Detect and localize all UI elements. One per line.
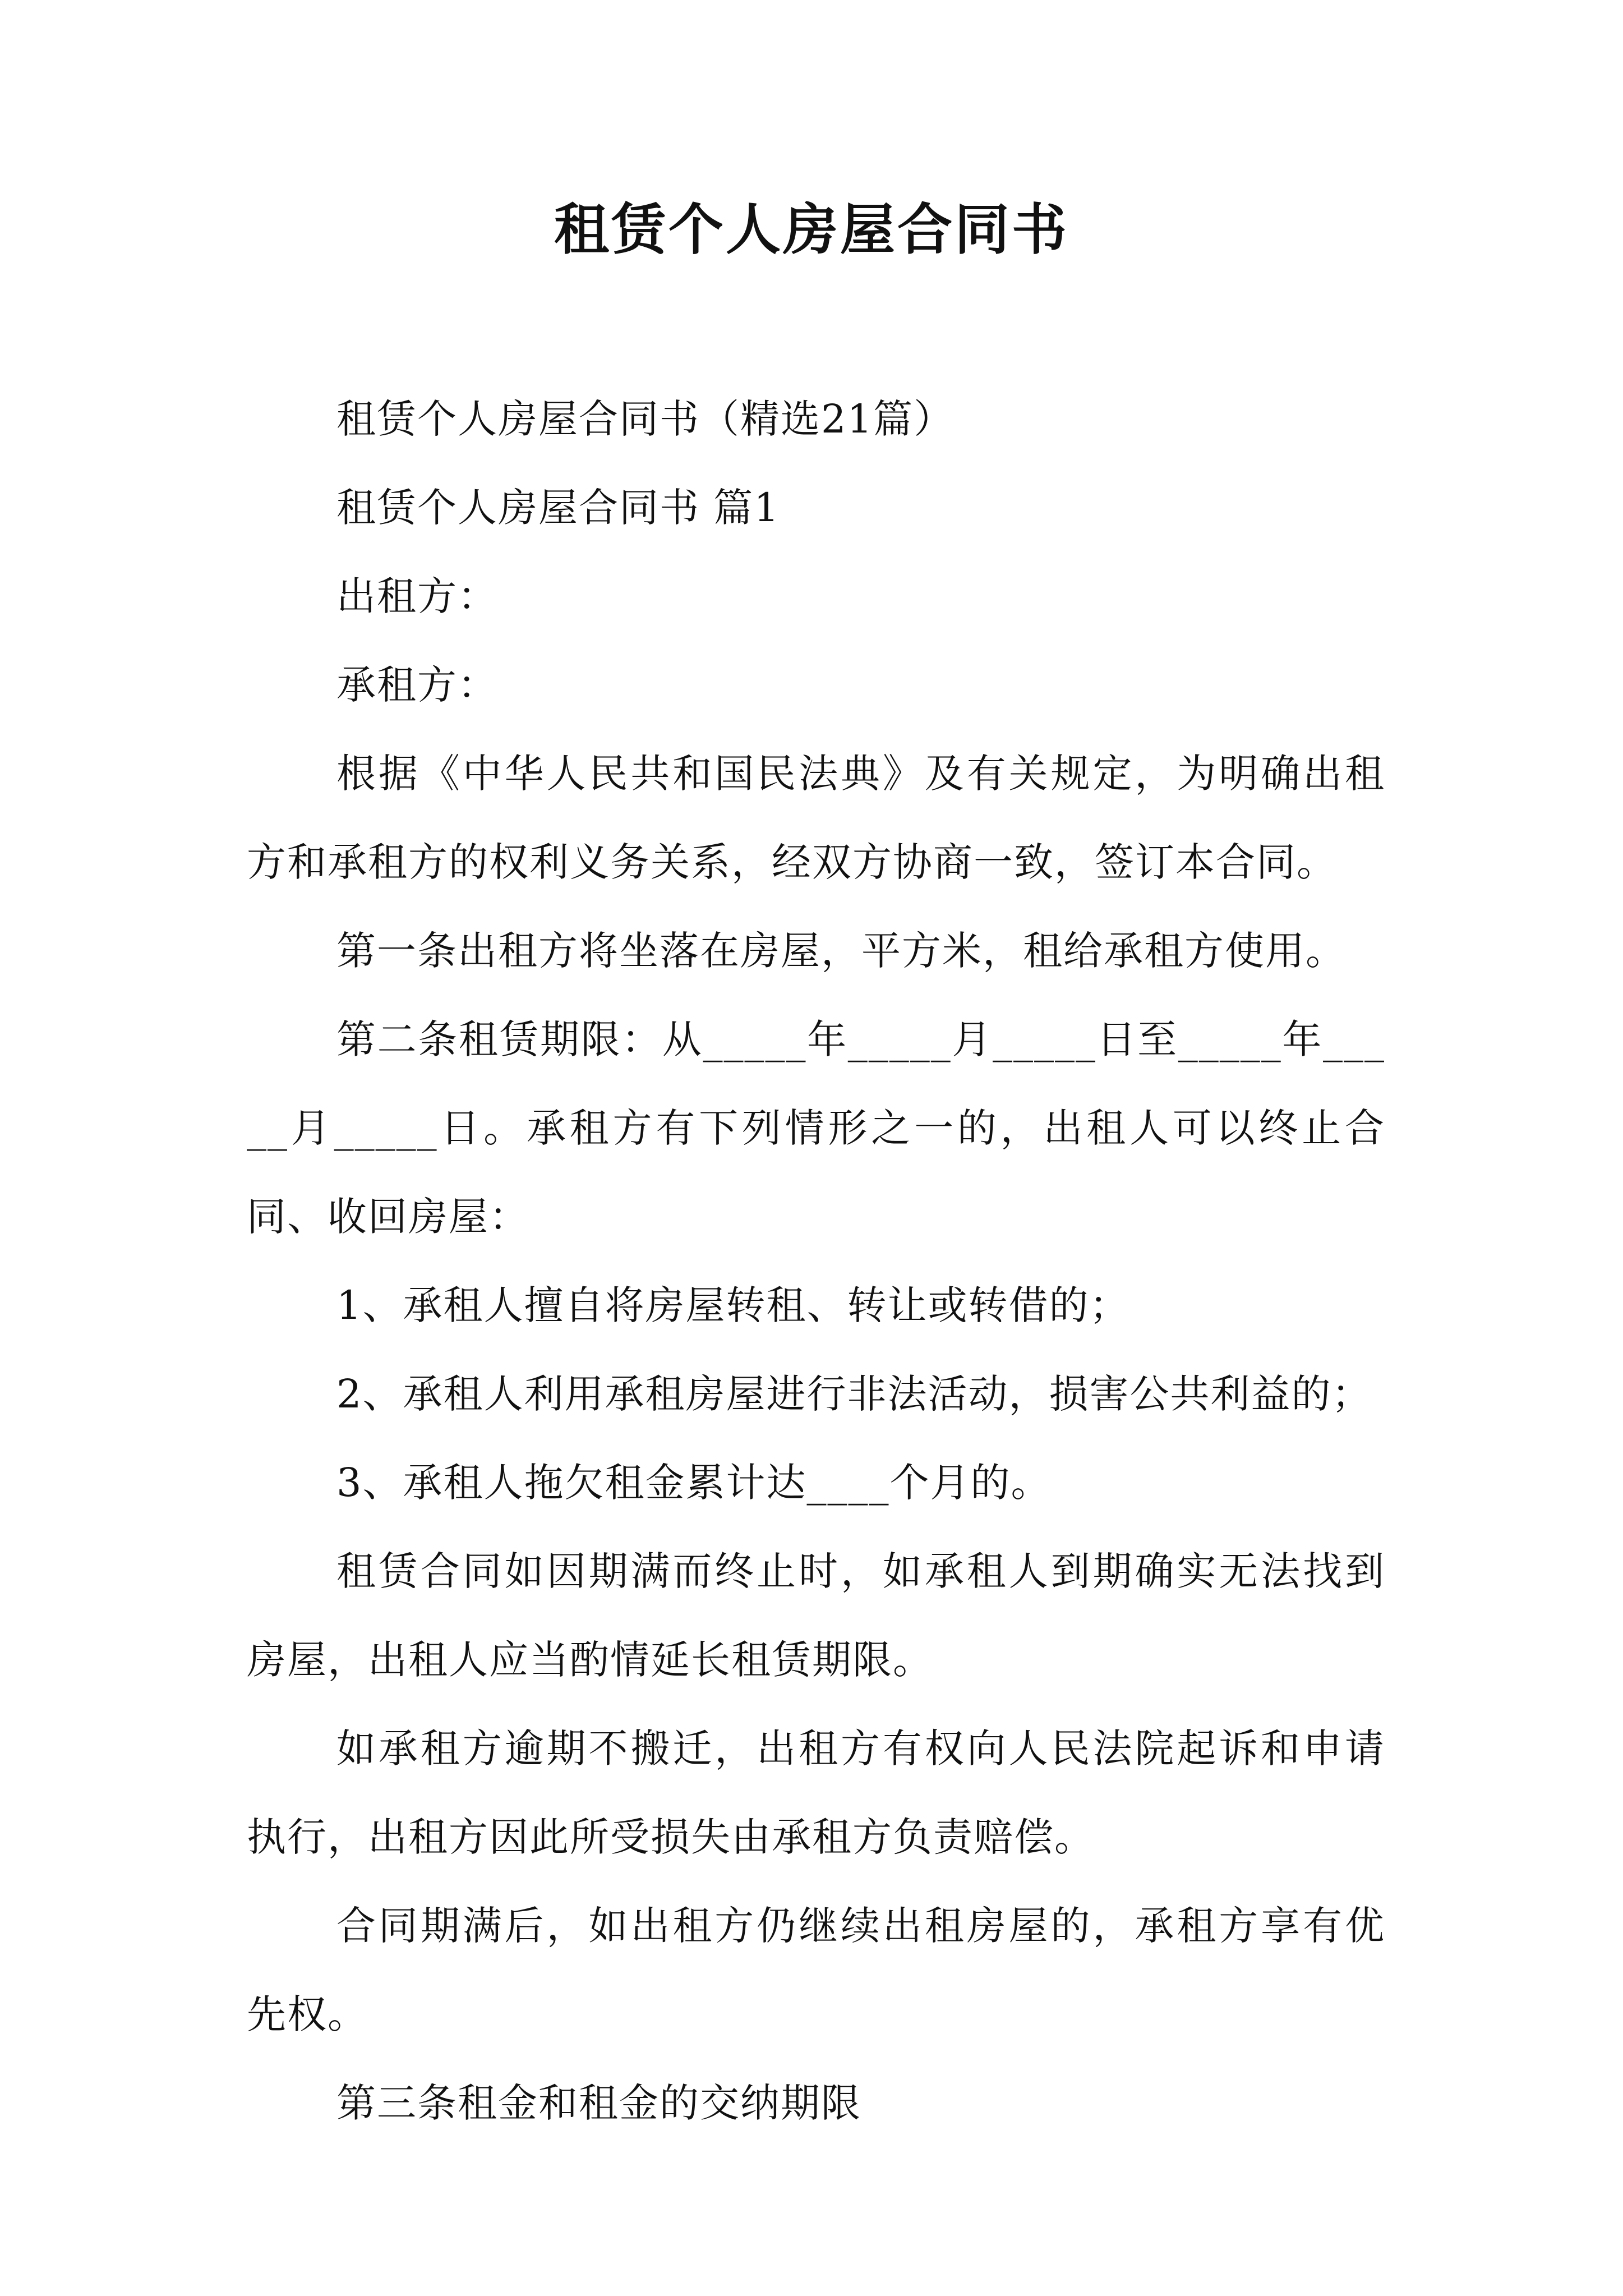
document-body [247, 375, 1385, 2147]
paragraph-subtitle: 租赁个人房屋合同书（精选21篇） [336, 396, 955, 442]
paragraph-lessee: 承租方： [336, 662, 498, 708]
paragraph-preamble: 根据《中华人民共和国民法典》及有关规定，为明确出租方和承租方的权利义务关系，经双方协商一致，签订本合同。 [247, 751, 1385, 885]
paragraph-expiry: 租赁合同如因期满而终止时，如承租人到期确实无法找到房屋，出租人应当酌情延长租赁期限。 [247, 1548, 1385, 1683]
paragraph-article-2: 第二条租赁期限：从_____年_____月_____日至_____年_____月_____日。承租方有下列情形之一的，出租人可以终止合同、收回房屋： [247, 1016, 1385, 1240]
paragraph-overdue: 如承租方逾期不搬迁，出租方有权向人民法院起诉和申请执行，出租方因此所受损失由承租方负责赔偿。 [247, 1726, 1385, 1860]
paragraph-lessor: 出租方： [336, 573, 498, 619]
paragraph-item-3: 3、承租人拖欠租金累计达____个月的。 [336, 1460, 1052, 1506]
paragraph-section-heading: 租赁个人房屋合同书 篇1 [336, 485, 780, 531]
paragraph-item-2: 2、承租人利用承租房屋进行非法活动，损害公共利益的； [336, 1371, 1372, 1417]
paragraph-article-3: 第三条租金和租金的交纳期限 [336, 2080, 861, 2126]
paragraph-item-1: 1、承租人擅自将房屋转租、转让或转借的； [336, 1282, 1130, 1328]
paragraph-priority: 合同期满后，如出租方仍继续出租房屋的，承租方享有优先权。 [247, 1903, 1385, 2037]
document-title: 租赁个人房屋合同书 [554, 197, 1069, 262]
paragraph-article-1: 第一条出租方将坐落在房屋，平方米，租给承租方使用。 [336, 928, 1346, 974]
